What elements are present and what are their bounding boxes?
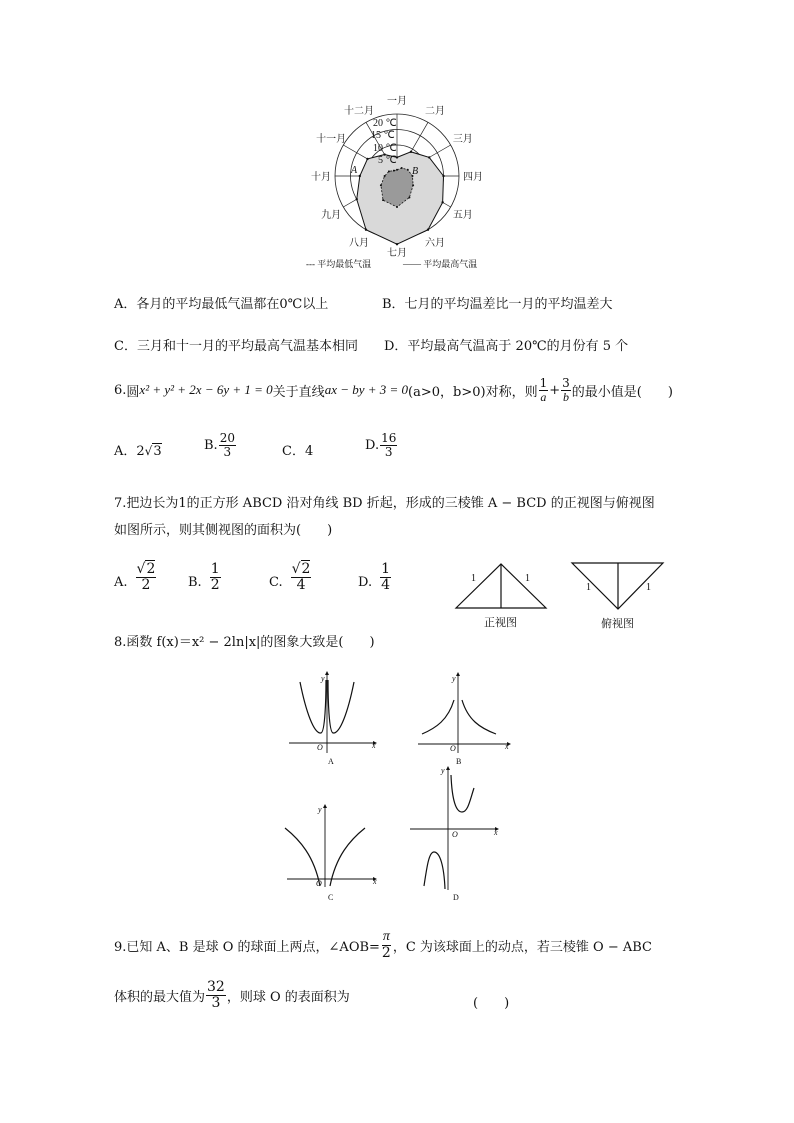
- graph-a-x: x: [372, 741, 376, 750]
- q6-option-d: D. $\frac{16}{3}$: [365, 431, 397, 459]
- month-label-4: 五月: [452, 210, 473, 221]
- point-a-label: A: [351, 165, 358, 176]
- graph-c-origin: O: [316, 879, 322, 888]
- ring-label-15: 15 ℃: [371, 130, 395, 141]
- q7-option-b: B. $\frac{1}{2}$: [188, 561, 220, 593]
- top-view-side-right: 1: [646, 582, 651, 593]
- legend-low: --- 平均最低气温: [306, 259, 372, 269]
- q6-option-b: B. $\frac{20}{3}$: [204, 431, 235, 459]
- graph-d-y: y: [441, 766, 445, 775]
- point-b-label: B: [412, 166, 419, 177]
- month-label-2: 三月: [452, 134, 473, 145]
- graph-b-label: B: [456, 757, 462, 766]
- q8-question: 8.函数 f(x)＝x² − 2ln|x|的图象大致是( ): [114, 635, 375, 650]
- q7-line1: 7.把边长为1的正方形 ABCD 沿对角线 BD 折起，形成的三棱锥 A − BCD 的正视图与俯视图: [114, 496, 655, 511]
- front-view-caption: 正视图: [484, 617, 517, 629]
- graph-a-y: y: [321, 674, 325, 683]
- q9-answer-blank: ( ): [473, 996, 510, 1011]
- q5-option-c: C．三月和十一月的平均最高气温基本相同: [114, 339, 358, 354]
- graph-d-x: x: [494, 828, 498, 837]
- q9-line2: 体积的最大值为 $\frac{32}{3}$ ，则球 O 的表面积为: [114, 979, 350, 1011]
- month-label-11: 十二月: [344, 106, 374, 118]
- top-view-caption: 俯视图: [601, 618, 634, 630]
- q6-question: 6. 圆 x² + y² + 2x − 6y + 1 = 0 关于直线 ax − by + 3 = 0 (a>0，b>0) 对称，则 $\frac{1}{a}$ + $\frac{3}{b}$ 的最小值是( ): [114, 376, 673, 404]
- graph-a-label: A: [328, 757, 334, 766]
- q5-option-d: D．平均最高气温高于 20℃的月份有 5 个: [384, 339, 629, 354]
- q6-option-a: A．2√3: [114, 444, 162, 459]
- graph-d-label: D: [453, 893, 459, 902]
- q9-line1: 9.已知 A、B 是球 O 的球面上两点，∠AOB= $\frac{\pi}{2}$ ，C 为该球面上的动点，若三棱锥 O − ABC: [114, 929, 652, 961]
- graph-d-origin: O: [452, 830, 458, 839]
- graph-c-label: C: [328, 893, 334, 902]
- ring-label-10: 10 ℃: [373, 143, 397, 154]
- front-view-side-left: 1: [471, 573, 476, 584]
- ring-label-5: 5 ℃: [378, 155, 397, 166]
- legend-high: —— 平均最高气温: [403, 259, 478, 269]
- month-label-9: 十月: [311, 172, 331, 183]
- q7-option-a: A. $\frac{√2}{2}$: [114, 561, 156, 593]
- graph-c: [285, 804, 377, 887]
- top-view-side-left: 1: [586, 582, 591, 593]
- graph-a-origin: O: [317, 743, 323, 752]
- month-label-1: 二月: [425, 106, 445, 118]
- graph-d: [410, 766, 499, 890]
- graph-b-y: y: [452, 674, 456, 683]
- q7-option-d: D. $\frac{1}{4}$: [358, 561, 391, 593]
- graph-a: [289, 671, 377, 753]
- front-view-side-right: 1: [525, 573, 530, 584]
- graph-b-x: x: [505, 742, 509, 751]
- graph-b-origin: O: [450, 744, 456, 753]
- q6-option-c: C．4: [282, 444, 314, 459]
- q7-line2: 如图所示，则其侧视图的面积为( ): [114, 523, 333, 538]
- ring-label-20: 20 ℃: [373, 118, 397, 129]
- q5-option-b: B．七月的平均温差比一月的平均温差大: [382, 297, 613, 312]
- month-label-6: 七月: [387, 248, 407, 259]
- month-label-3: 四月: [463, 172, 483, 183]
- month-label-7: 八月: [349, 237, 369, 249]
- graph-c-x: x: [373, 877, 377, 886]
- month-label-5: 六月: [425, 237, 445, 249]
- month-label-8: 九月: [321, 210, 342, 221]
- q5-option-a: A．各月的平均最低气温都在0℃以上: [114, 297, 329, 312]
- month-label-0: 一月: [387, 96, 407, 107]
- month-label-10: 十一月: [316, 134, 347, 145]
- q7-option-c: C. $\frac{√2}{4}$: [269, 561, 311, 593]
- graph-b: [418, 672, 511, 753]
- graph-c-y: y: [318, 805, 322, 814]
